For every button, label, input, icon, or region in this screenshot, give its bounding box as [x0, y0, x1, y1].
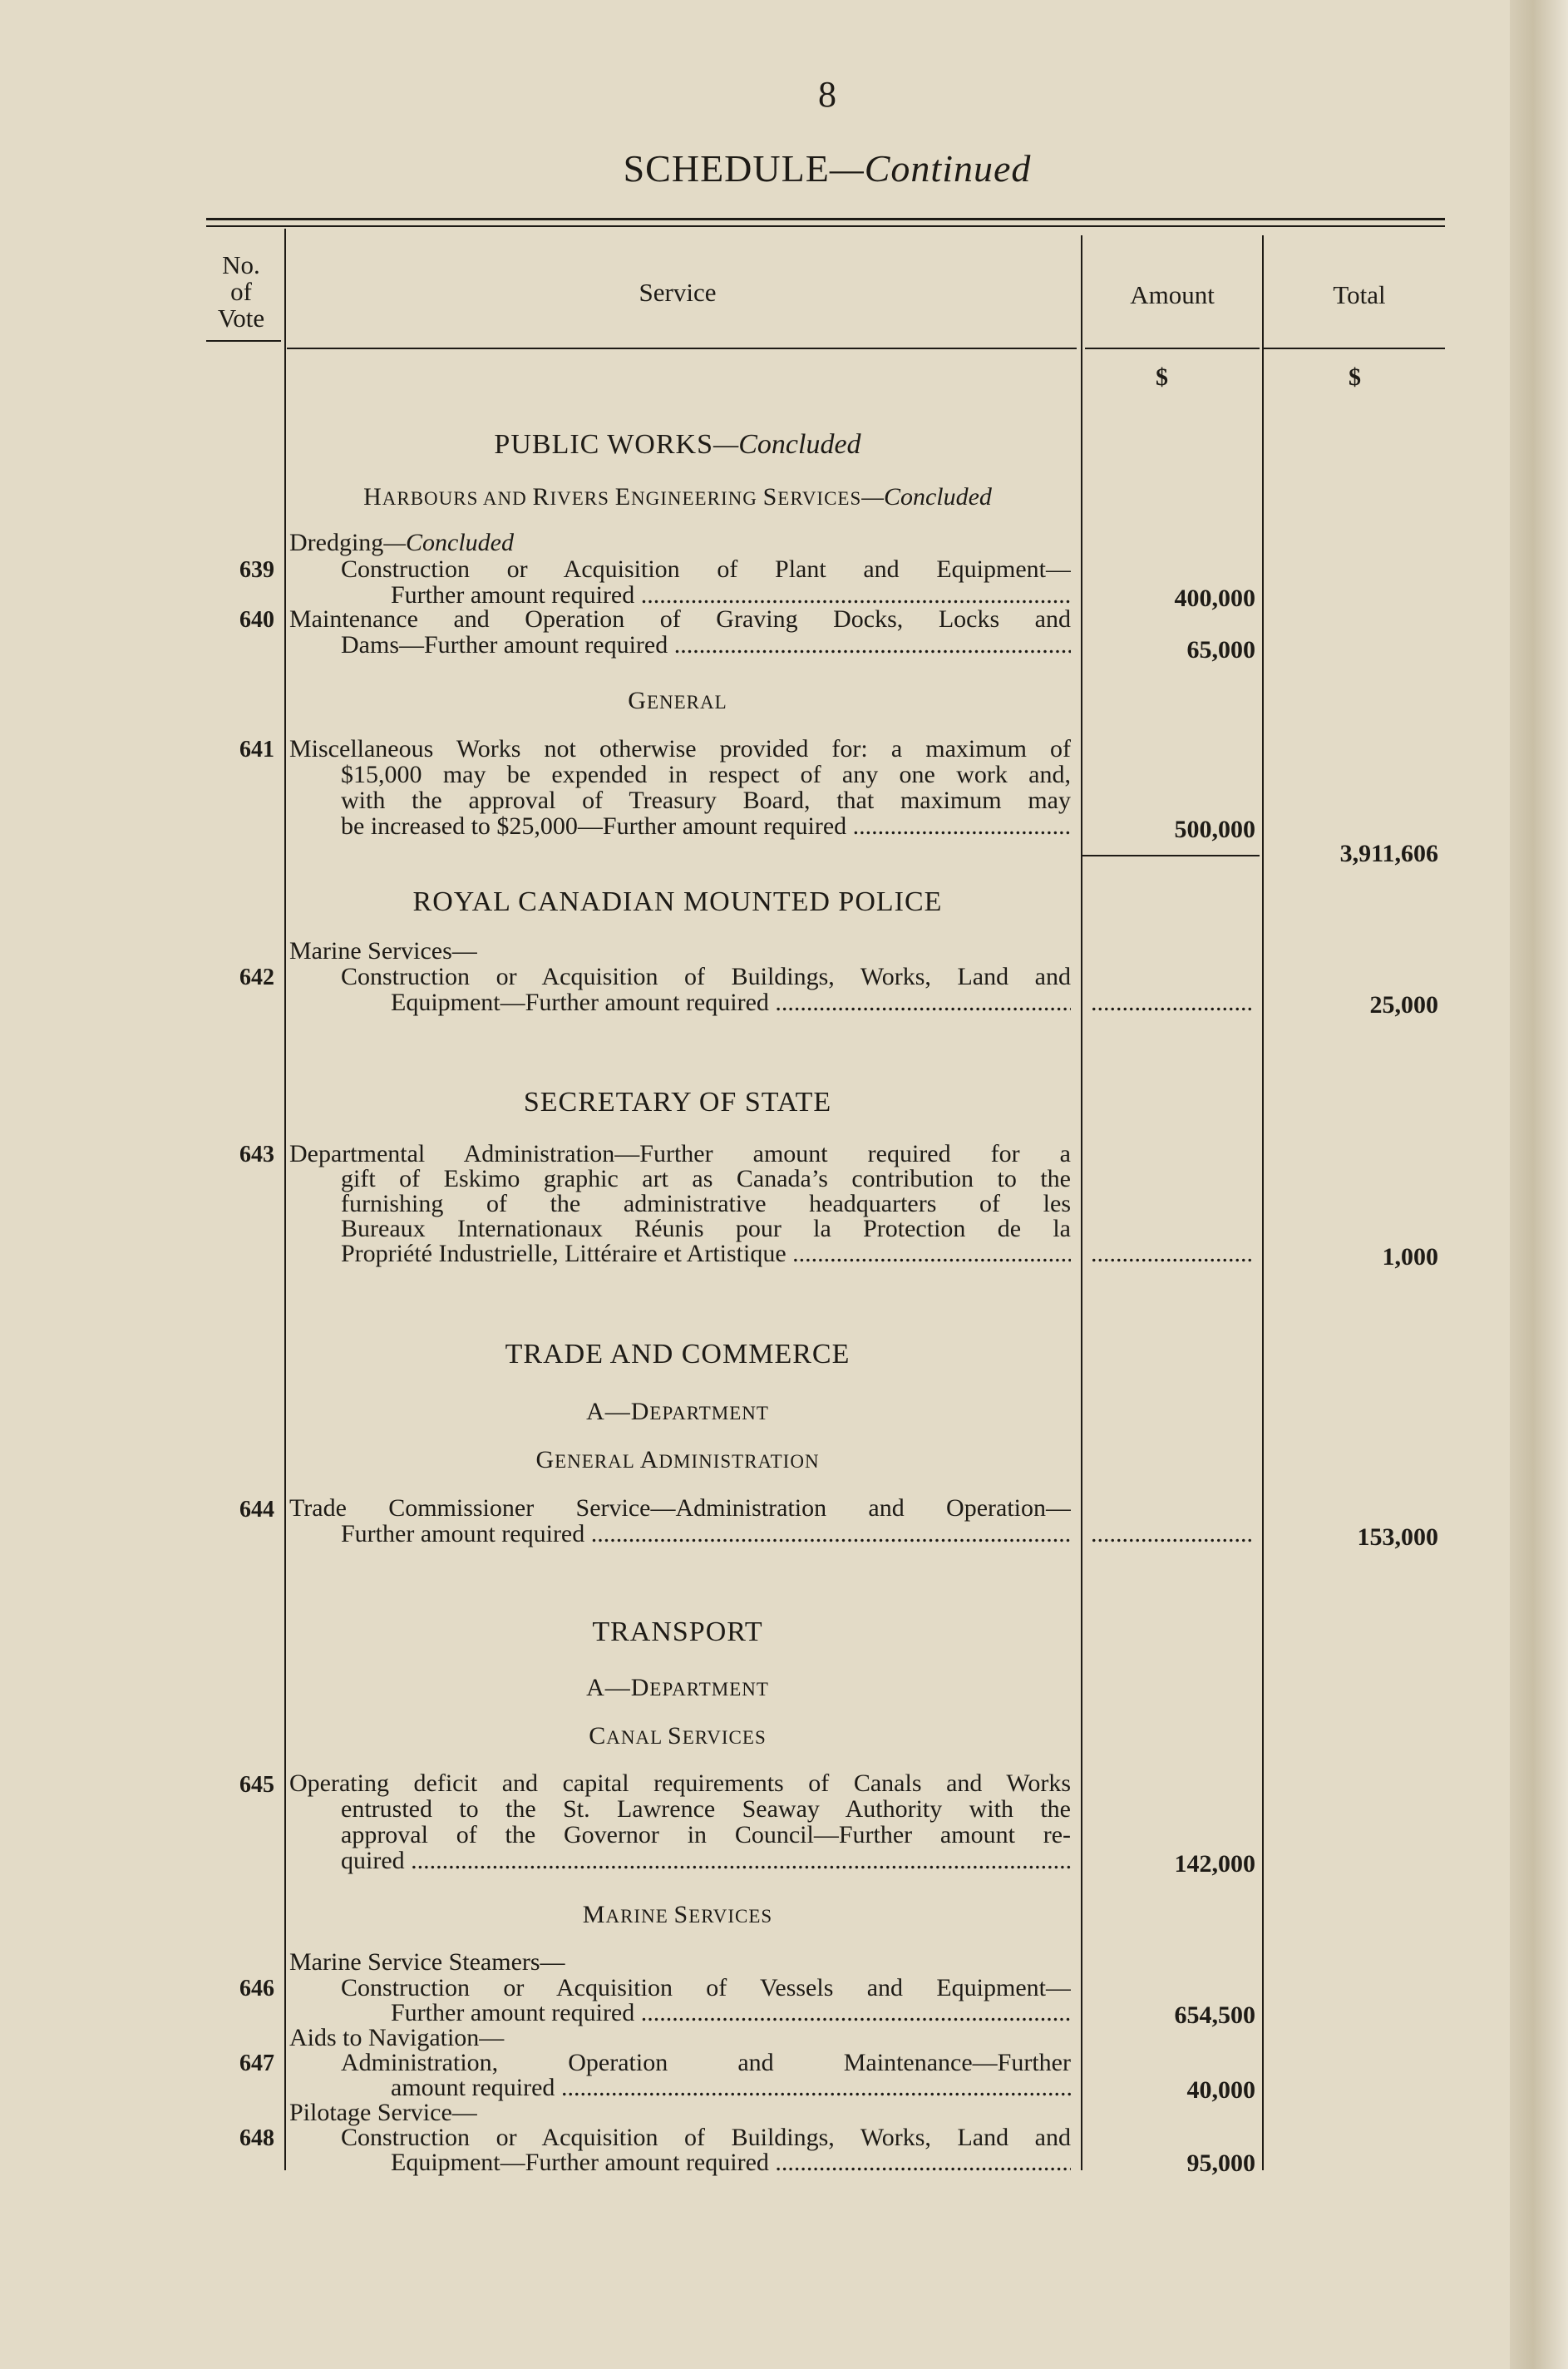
smallcap: DMINISTRATION [658, 1451, 820, 1472]
smallcap: A—D [586, 1674, 650, 1701]
section-trade-and-commerce: TRADE AND COMMERCE [505, 1339, 851, 1370]
smallcap: S [762, 483, 778, 511]
header-vote-line3: Vote [217, 304, 265, 333]
vote-646-line2 [391, 1999, 1071, 2027]
smallcap: EPARTMENT [649, 1679, 769, 1700]
smallcap: ENERAL [555, 1451, 640, 1472]
section-rcmp: ROYAL CANADIAN MOUNTED POLICE [412, 886, 943, 917]
vote-645-line1: Operating deficit and capital requirements of Canals and Works [289, 1769, 1071, 1797]
subheading-canal-services [287, 1722, 1068, 1750]
vote-646-line1: Construction or Acquisition of Vessels and Equipment— [341, 1974, 1071, 2001]
subtotal-rule [1081, 855, 1260, 856]
header-total: Total [1333, 280, 1386, 309]
subheading-marine-services [287, 1901, 1068, 1929]
vote-643-line1: Departmental Administration—Further amount required for a [289, 1140, 1071, 1167]
dredging-label [289, 529, 1071, 557]
section-public-works [287, 429, 1068, 461]
section-public-works-title: PUBLIC WORKS [494, 429, 714, 460]
vote-639-line1: Construction or Acquisition of Plant and Equipment— [341, 555, 1071, 583]
vote-648-amount: 95,000 [1186, 2149, 1255, 2177]
vote-643-line2: gift of Eskimo graphic art as Canada’s contribution to the [341, 1165, 1071, 1192]
vote-640-amount: 65,000 [1186, 636, 1255, 664]
title-main: SCHEDULE [623, 147, 830, 190]
vote-639-line2-text: Further amount required ..... [391, 581, 1071, 609]
vote-640-line2 [341, 631, 1071, 659]
currency-total: $ [1349, 363, 1361, 391]
vote-639-amount: 400,000 [1174, 585, 1255, 612]
vote-648-line1: Construction or Acquisition of Buildings, Works, Land and [341, 2124, 1071, 2151]
vote-642-line2-text: Equipment—Further amount required ..... [391, 989, 1071, 1016]
rcmp-total: 25,000 [1369, 991, 1438, 1019]
vote-641-line4 [341, 812, 1071, 841]
header-vote [200, 252, 283, 332]
vote-648-line2-text: Equipment—Further amount required ..... [391, 2149, 1071, 2176]
vote-644-line2-text: Further amount required ..... [341, 1520, 1071, 1547]
smallcap: NGINEERING [631, 488, 763, 509]
dredging-cont: —Concluded [383, 529, 514, 556]
vote-643-line3: furnishing of the administrative headquarters of les [341, 1190, 1071, 1217]
column-rule-service [1081, 235, 1082, 2170]
vote-number: 642 [239, 965, 274, 990]
smallcap: S [668, 1722, 683, 1750]
column-rule-amount [1262, 235, 1264, 2170]
title-continued: —Continued [829, 147, 1032, 190]
smallcap: IVERS [550, 488, 615, 509]
pilotage-label: Pilotage Service— [289, 2099, 477, 2126]
vote-642-line1: Construction or Acquisition of Buildings, Works, Land and [341, 963, 1071, 990]
smallcap: M [582, 1901, 606, 1928]
subheading-general-administration [287, 1446, 1068, 1474]
section-transport: TRANSPORT [592, 1616, 763, 1647]
subheading-transport-department [287, 1674, 1068, 1702]
vote-645-line3: approval of the Governor in Council—Further amount re- [341, 1821, 1071, 1848]
vote-number: 646 [239, 1976, 274, 2001]
currency-amount: $ [1156, 363, 1168, 391]
vote-641-line3: with the approval of Treasury Board, that maximum may [341, 787, 1071, 814]
steamers-label: Marine Service Steamers— [289, 1948, 565, 1976]
dredging-text: Dredging [289, 529, 384, 556]
vote-644-line2 [341, 1520, 1071, 1548]
vote-641-line4-text: be increased to $25,000—Further amount required ..... [341, 812, 1071, 840]
vote-647-amount: 40,000 [1186, 2076, 1255, 2104]
header-amount: Amount [1130, 280, 1215, 309]
vote-648-line2 [391, 2149, 1071, 2177]
smallcap: S [673, 1901, 689, 1928]
vote-644-line1: Trade Commissioner Service—Administration and Operation— [289, 1494, 1071, 1522]
smallcap: G [628, 687, 647, 714]
vote-640-line2-text: Dams—Further amount required ..... [341, 631, 1071, 659]
vote-number: 648 [239, 2125, 274, 2151]
vote-number: 640 [239, 607, 274, 633]
vote-641-line1: Miscellaneous Works not otherwise provided for: a maximum of [289, 735, 1071, 763]
header-rule-vote [206, 340, 281, 342]
smallcap: G [535, 1446, 555, 1473]
vote-645-line4-text: quired ..... [341, 1847, 1071, 1874]
vote-642-line2 [391, 989, 1071, 1017]
smallcap: EPARTMENT [649, 1403, 769, 1424]
smallcap: H [363, 483, 382, 511]
trade-total: 153,000 [1357, 1523, 1438, 1551]
vote-number: 647 [239, 2051, 274, 2076]
amount-leader-dots [1091, 989, 1254, 1017]
vote-647-line2-text: amount required ..... [391, 2074, 1071, 2101]
public-works-total: 3,911,606 [1339, 840, 1438, 867]
smallcap: ENERAL [646, 692, 727, 713]
header-vote-line1: No. [222, 250, 260, 279]
header-rule-amount [1085, 348, 1260, 349]
top-rule [206, 218, 1445, 220]
section-public-works-cont: —Concluded [713, 429, 861, 460]
header-rule-total [1264, 348, 1445, 349]
amount-leader-dots [1091, 1520, 1254, 1548]
vote-643-line5-text: Propriété Industrielle, Littéraire et Artistique ..... [341, 1240, 1071, 1267]
smallcap: E [614, 483, 632, 511]
vote-645-amount: 142,000 [1174, 1850, 1255, 1878]
smallcap: ERVICES [682, 1727, 767, 1748]
smallcap: A [639, 1446, 659, 1473]
smallcap: ERVICES [777, 488, 862, 509]
smallcap: ARINE [605, 1906, 674, 1927]
smallcap: C [589, 1722, 607, 1750]
subheading-general [287, 687, 1068, 715]
smallcap: ERVICES [688, 1906, 773, 1927]
page-title [0, 146, 1568, 190]
vote-number: 645 [239, 1772, 274, 1798]
smallcap: ARBOURS AND [382, 488, 533, 509]
vote-646-amount: 654,500 [1174, 2001, 1255, 2029]
vote-643-line5 [341, 1240, 1071, 1268]
header-service: Service [639, 278, 717, 307]
aids-label: Aids to Navigation— [289, 2024, 505, 2051]
vote-number: 639 [239, 557, 274, 583]
header-vote-line2: of [230, 277, 252, 306]
secretary-total: 1,000 [1382, 1243, 1438, 1271]
vote-645-line4 [341, 1847, 1071, 1875]
header-rule-service [287, 348, 1077, 349]
vote-645-line2: entrusted to the St. Lawrence Seaway Authority with the [341, 1795, 1071, 1823]
vote-646-line2-text: Further amount required ..... [391, 1999, 1071, 2026]
subheading-harbours [287, 483, 1068, 511]
vote-641-amount: 500,000 [1174, 816, 1255, 843]
section-secretary-of-state: SECRETARY OF STATE [523, 1087, 832, 1118]
smallcap: ANAL [606, 1727, 668, 1748]
amount-leader-dots [1091, 1240, 1254, 1268]
vote-number: 644 [239, 1497, 274, 1523]
vote-647-line1: Administration, Operation and Maintenance—Further [341, 2049, 1071, 2076]
vote-640-line1: Maintenance and Operation of Graving Docks, Locks and [289, 605, 1071, 633]
subheading-trade-department [287, 1398, 1068, 1426]
subheading-cont: —Concluded [861, 483, 992, 511]
column-rule-vote [284, 229, 286, 2170]
vote-641-line2: $15,000 may be expended in respect of any one work and, [341, 761, 1071, 788]
rcmp-marine-label: Marine Services— [289, 937, 477, 965]
page-edge [1510, 0, 1568, 2369]
smallcap: A—D [586, 1398, 650, 1425]
vote-number: 641 [239, 737, 274, 763]
page-number: 8 [818, 74, 836, 115]
vote-647-line2 [391, 2074, 1071, 2102]
vote-number: 643 [239, 1142, 274, 1167]
smallcap: R [532, 483, 550, 511]
top-rule-thin [206, 225, 1445, 227]
vote-643-line4: Bureaux Internationaux Réunis pour la Protection de la [341, 1215, 1071, 1242]
